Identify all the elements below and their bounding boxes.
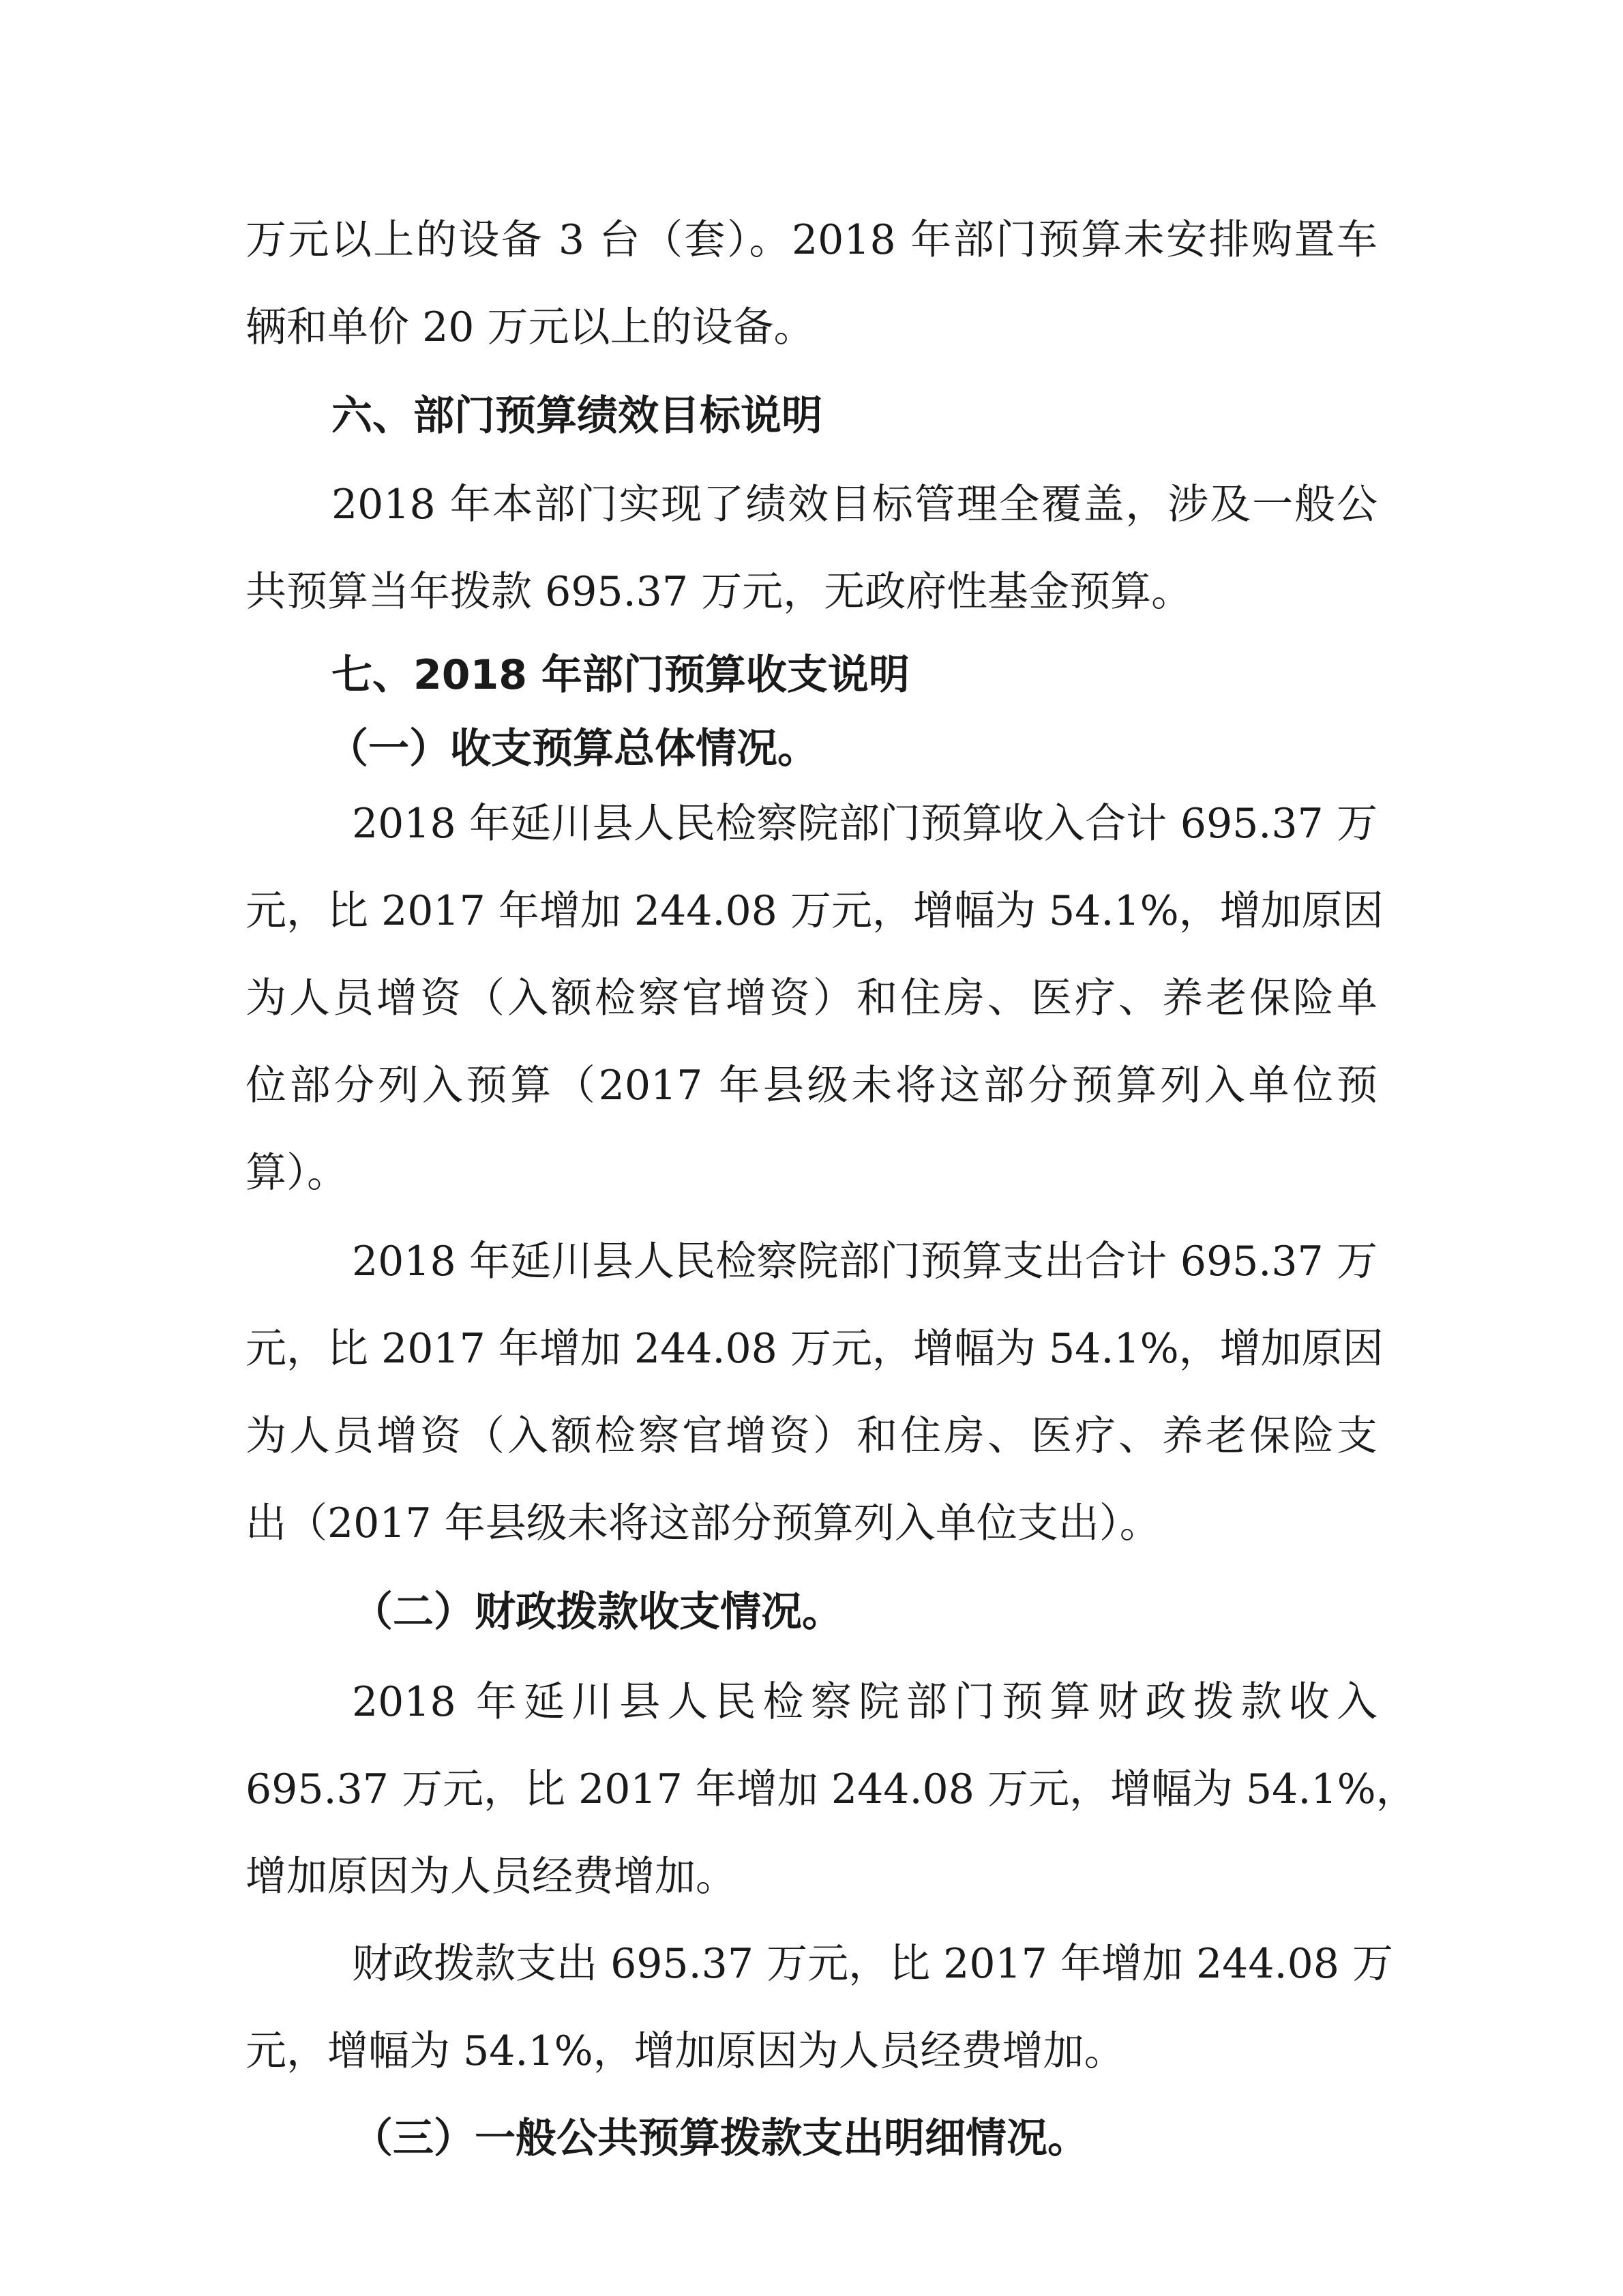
body-text-line: 2018 年延川县人民检察院部门预算支出合计 695.37 万: [352, 1238, 1378, 1285]
body-text-line: 万元以上的设备 3 台（套）。2018 年部门预算未安排购置车: [245, 216, 1378, 264]
body-text-line: 为人员增资（入额检察官增资）和住房、医疗、养老保险支: [245, 1412, 1378, 1460]
body-text-line: 辆和单价 20 万元以上的设备。: [245, 303, 815, 351]
body-text-line: 为人员增资（入额检察官增资）和住房、医疗、养老保险单: [245, 974, 1378, 1022]
body-text-line: 出（2017 年县级未将这部分预算列入单位支出）。: [245, 1500, 1161, 1547]
body-text-line: 增加原因为人员经费增加。: [245, 1853, 736, 1900]
body-text-line: 2018 年延川县人民检察院部门预算收入合计 695.37 万: [352, 800, 1378, 848]
body-text-line: 元，比 2017 年增加 244.08 万元，增幅为 54.1%，增加原因: [245, 887, 1384, 935]
subsection-heading: （一）收支预算总体情况。: [327, 725, 818, 773]
body-text-line: 695.37 万元，比 2017 年增加 244.08 万元，增幅为 54.1%，: [245, 1765, 1417, 1813]
body-text-line: 2018 年延川县人民检察院部门预算财政拨款收入: [352, 1678, 1378, 1726]
section-heading: 七、2018 年部门预算收支说明: [331, 651, 910, 699]
subsection-heading: （三）一般公共预算拨款支出明细情况。: [352, 2115, 1088, 2162]
body-text-line: 算）。: [245, 1149, 348, 1197]
subsection-heading: （二）财政拨款收支情况。: [352, 1588, 843, 1636]
section-heading: 六、部门预算绩效目标说明: [331, 392, 822, 440]
body-text-line: 位部分列入预算（2017 年县级未将这部分预算列入单位预: [245, 1062, 1378, 1109]
body-text-line: 财政拨款支出 695.37 万元，比 2017 年增加 244.08 万: [352, 1940, 1394, 1988]
body-text-line: 共预算当年拨款 695.37 万元，无政府性基金预算。: [245, 568, 1193, 616]
body-text-line: 2018 年本部门实现了绩效目标管理全覆盖，涉及一般公: [331, 481, 1378, 528]
body-text-line: 元，比 2017 年增加 244.08 万元，增幅为 54.1%，增加原因: [245, 1325, 1384, 1373]
body-text-line: 元，增幅为 54.1%，增加原因为人员经费增加。: [245, 2027, 1125, 2075]
